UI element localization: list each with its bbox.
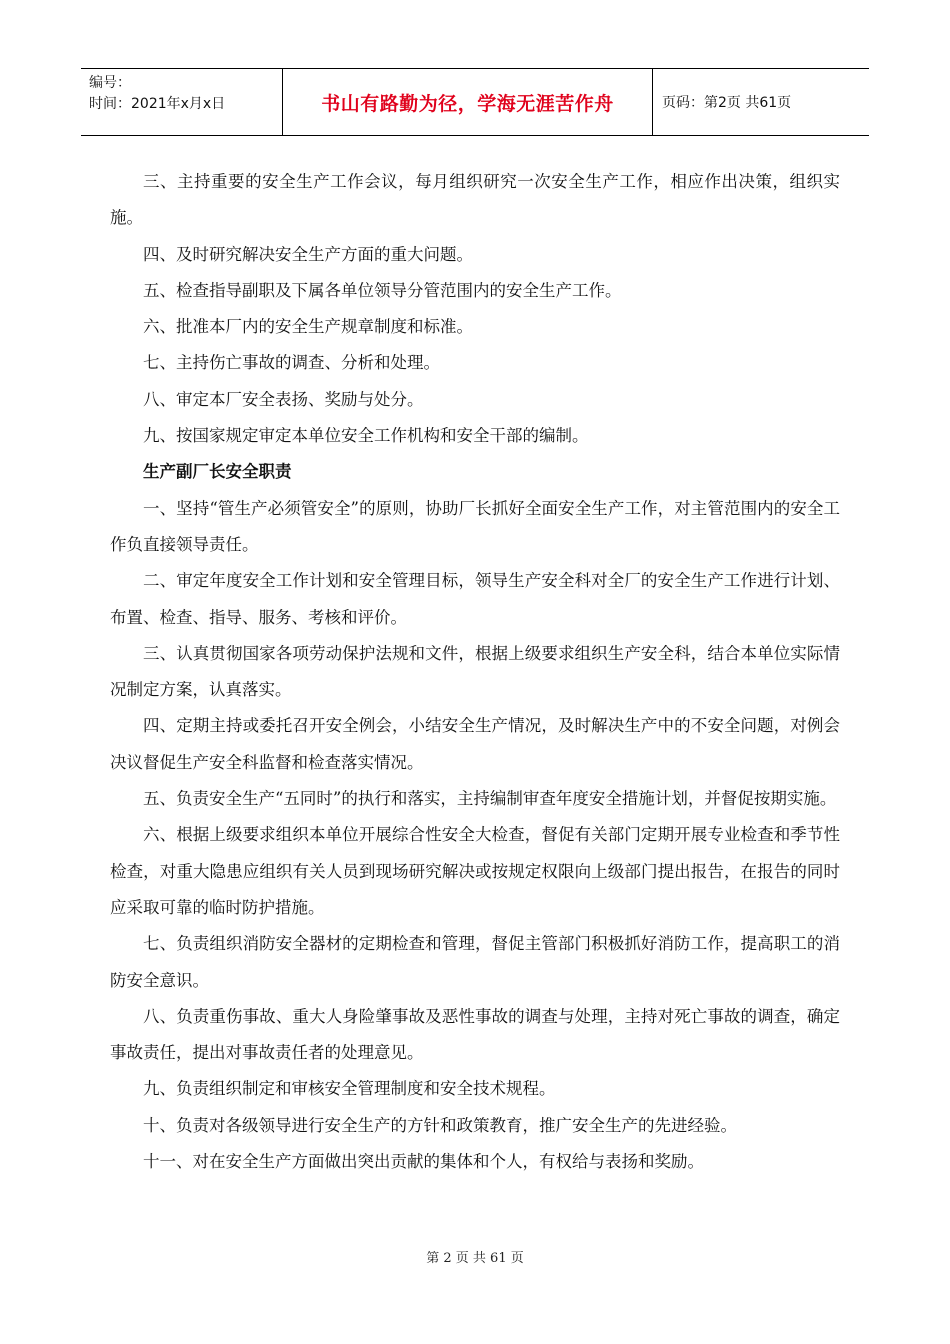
paragraph: 八、审定本厂安全表扬、奖励与处分。 <box>143 389 424 409</box>
paragraph: 十一、对在安全生产方面做出突出贡献的集体和个人，有权给与表扬和奖励。 <box>143 1152 704 1172</box>
document-body <box>110 164 840 1180</box>
paragraph: 九、按国家规定审定本单位安全工作机构和安全干部的编制。 <box>143 426 589 446</box>
paragraph: 三、认真贯彻国家各项劳动保护法规和文件，根据上级要求组织生产安全科，结合本单位实际情况制定方案，认真落实。 <box>110 643 840 700</box>
paragraph: 四、及时研究解决安全生产方面的重大问题。 <box>143 244 473 264</box>
header-meta <box>81 69 283 135</box>
paragraph: 八、负责重伤事故、重大人身险肇事故及恶性事故的调查与处理，主持对死亡事故的调查，确定事故责任，提出对事故责任者的处理意见。 <box>110 1006 840 1063</box>
header-motto: 书山有路勤为径，学海无涯苦作舟 <box>321 92 614 115</box>
paragraph: 六、批准本厂内的安全生产规章制度和标准。 <box>143 317 473 337</box>
page-footer: 第 2 页 共 61 页 <box>426 1251 524 1266</box>
paragraph: 七、负责组织消防安全器材的定期检查和管理，督促主管部门积极抓好消防工作，提高职工的消防安全意识。 <box>110 934 840 990</box>
section-heading: 生产副厂长安全职责 <box>143 462 292 482</box>
document-number-label: 编号： <box>89 75 131 91</box>
page-header <box>81 68 869 136</box>
header-motto-cell <box>283 69 653 135</box>
paragraph: 一、坚持“管生产必须管安全”的原则，协助厂长抓好全面安全生产工作，对主管范围内的安全工作负直接领导责任。 <box>110 498 840 554</box>
paragraph: 十、负责对各级领导进行安全生产的方针和政策教育，推广安全生产的先进经验。 <box>143 1115 737 1135</box>
paragraph: 九、负责组织制定和审核安全管理制度和安全技术规程。 <box>143 1079 556 1099</box>
paragraph: 七、主持伤亡事故的调查、分析和处理。 <box>143 353 440 373</box>
paragraph: 三、主持重要的安全生产工作会议，每月组织研究一次安全生产工作，相应作出决策，组织实施。 <box>110 172 840 228</box>
paragraph: 四、定期主持或委托召开安全例会，小结安全生产情况，及时解决生产中的不安全问题，对例会决议督促生产安全科监督和检查落实情况。 <box>110 716 840 772</box>
header-page-info: 页码：第2页 共61页 <box>662 95 792 111</box>
paragraph: 五、负责安全生产“五同时”的执行和落实，主持编制审查年度安全措施计划，并督促按期实施。 <box>143 789 837 809</box>
paragraph: 六、根据上级要求组织本单位开展综合性安全大检查，督促有关部门定期开展专业检查和季节性检查，对重大隐患应组织有关人员到现场研究解决或按规定权限向上级部门提出报告，在报告的同时应采取可靠的临时防护措施。 <box>110 825 840 917</box>
paragraph: 五、检查指导副职及下属各单位领导分管范围内的安全生产工作。 <box>143 280 622 300</box>
header-page-info-cell <box>653 69 869 135</box>
paragraph: 二、审定年度安全工作计划和安全管理目标，领导生产安全科对全厂的安全生产工作进行计划、布置、检查、指导、服务、考核和评价。 <box>110 571 840 627</box>
document-date: 时间：2021年x月x日 <box>89 96 226 112</box>
